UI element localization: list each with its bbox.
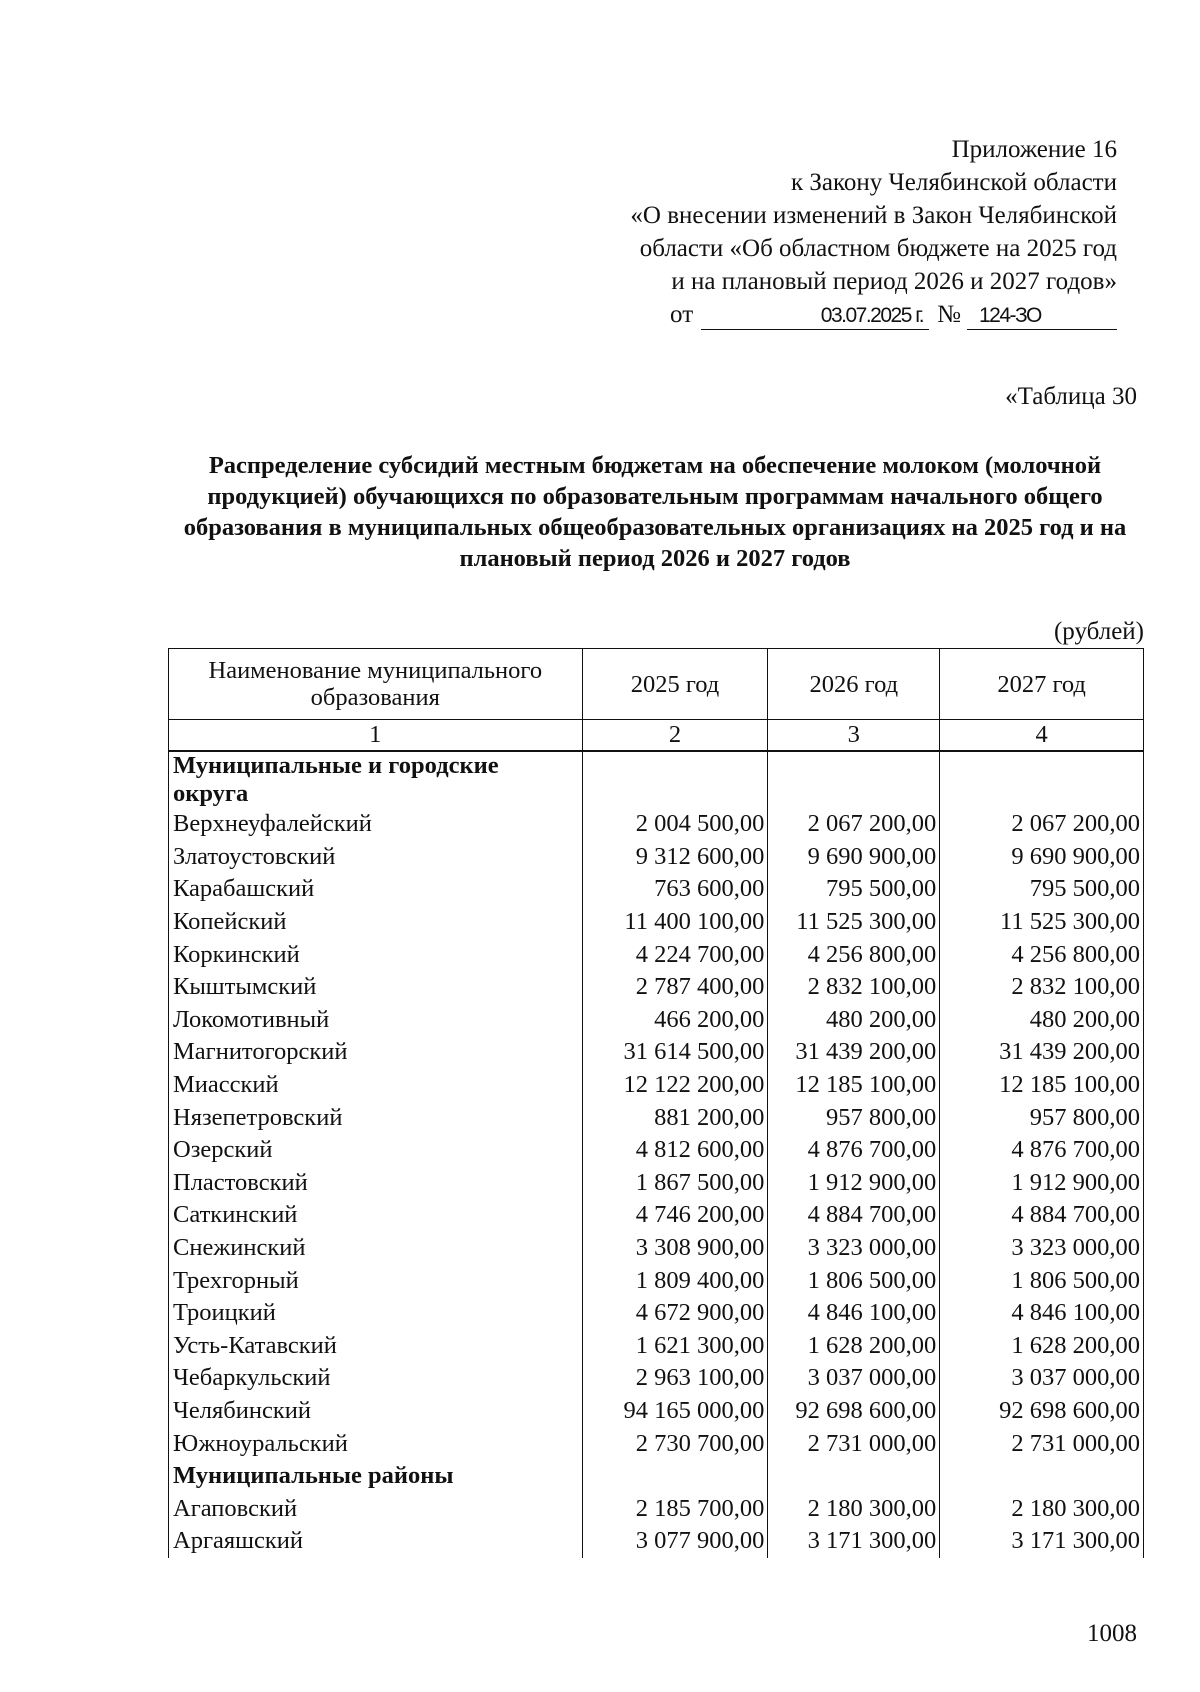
municipality-name: Троицкий: [169, 1297, 583, 1330]
value-2025: 4 812 600,00: [582, 1134, 768, 1167]
value-2027: 795 500,00: [940, 873, 1144, 906]
value-2027: 4 884 700,00: [940, 1199, 1144, 1232]
table-row: [169, 1134, 1144, 1167]
value-2027: 957 800,00: [940, 1101, 1144, 1134]
value-2025: 1 621 300,00: [582, 1330, 768, 1363]
value-2027: 9 690 900,00: [940, 841, 1144, 874]
table-row: [169, 841, 1144, 874]
appendix-line: области «Об областном бюджете на 2025 год: [639, 235, 1117, 262]
law-number: 124-ЗО: [967, 303, 1117, 330]
table-row: [169, 1362, 1144, 1395]
value-2025: 2 787 400,00: [582, 971, 768, 1004]
table-row: [169, 1199, 1144, 1232]
value-2026: 9 690 900,00: [768, 841, 940, 874]
table-row: [169, 1297, 1144, 1330]
value-2026: 1 912 900,00: [768, 1167, 940, 1200]
value-2027: 2 067 200,00: [940, 808, 1144, 841]
municipality-name: Трехгорный: [169, 1264, 583, 1297]
value-2025: 1 809 400,00: [582, 1264, 768, 1297]
table-row: [169, 906, 1144, 939]
table-group-row: [169, 1460, 1144, 1493]
value-2025: 9 312 600,00: [582, 841, 768, 874]
table-row: [169, 1167, 1144, 1200]
value-2025: 3 308 900,00: [582, 1232, 768, 1265]
column-number: 3: [768, 720, 940, 752]
value-2026: 480 200,00: [768, 1004, 940, 1037]
table-row: [169, 971, 1144, 1004]
table-row: [169, 873, 1144, 906]
value-2027: 2 180 300,00: [940, 1492, 1144, 1525]
column-header-2025: 2025 год: [582, 649, 768, 720]
group-name: Муниципальные районы: [169, 1460, 583, 1493]
value-2026: 11 525 300,00: [768, 906, 940, 939]
value-2025: 2 963 100,00: [582, 1362, 768, 1395]
municipality-name: Верхнеуфалейский: [169, 808, 583, 841]
empty-cell: [768, 751, 940, 808]
municipality-name: Южноуральский: [169, 1427, 583, 1460]
municipality-name: Карабашский: [169, 873, 583, 906]
value-2027: 2 832 100,00: [940, 971, 1144, 1004]
value-2027: 4 256 800,00: [940, 938, 1144, 971]
municipality-name: Чебаркульский: [169, 1362, 583, 1395]
value-2025: 466 200,00: [582, 1004, 768, 1037]
column-header-2027: 2027 год: [940, 649, 1144, 720]
table-row: [169, 1069, 1144, 1102]
value-2026: 795 500,00: [768, 873, 940, 906]
table-reference: «Таблица 30: [1005, 383, 1137, 410]
empty-cell: [940, 751, 1144, 808]
table-row: [169, 1525, 1144, 1558]
value-2025: 4 224 700,00: [582, 938, 768, 971]
value-2027: 31 439 200,00: [940, 1036, 1144, 1069]
table-row: [169, 938, 1144, 971]
value-2026: 92 698 600,00: [768, 1395, 940, 1428]
document-title: Распределение субсидий местным бюджетам на обеспечение молоком (молочной продукцией) обучающихся по образовательным программам начального общего образования в муниципальных общеобразовательных организациях на 2025 год и на плановый период 2026 и 2027 годов: [183, 452, 1127, 572]
value-2027: 480 200,00: [940, 1004, 1144, 1037]
value-2025: 3 077 900,00: [582, 1525, 768, 1558]
appendix-line: «О внесении изменений в Закон Челябинской: [630, 202, 1117, 229]
value-2025: 31 614 500,00: [582, 1036, 768, 1069]
value-2026: 3 037 000,00: [768, 1362, 940, 1395]
value-2027: 11 525 300,00: [940, 906, 1144, 939]
table-group-row: [169, 751, 1144, 808]
value-2025: 4 672 900,00: [582, 1297, 768, 1330]
appendix-line: Приложение 16: [951, 136, 1117, 163]
value-2026: 4 846 100,00: [768, 1297, 940, 1330]
municipality-name: Миасский: [169, 1069, 583, 1102]
column-number-row: [169, 720, 1144, 752]
appendix-line: и на плановый период 2026 и 2027 годов»: [671, 268, 1117, 295]
appendix-line: к Закону Челябинской области: [791, 169, 1117, 196]
municipality-name: Озерский: [169, 1134, 583, 1167]
municipality-name: Локомотивный: [169, 1004, 583, 1037]
value-2026: 4 876 700,00: [768, 1134, 940, 1167]
number-label: №: [937, 301, 961, 328]
from-label: от: [670, 301, 694, 328]
table-row: [169, 1232, 1144, 1265]
table-row: [169, 1264, 1144, 1297]
municipality-name: Усть-Катавский: [169, 1330, 583, 1363]
municipality-name: Магнитогорский: [169, 1036, 583, 1069]
value-2026: 1 806 500,00: [768, 1264, 940, 1297]
table-row: [169, 1101, 1144, 1134]
table-row: [169, 808, 1144, 841]
value-2027: 1 912 900,00: [940, 1167, 1144, 1200]
empty-cell: [768, 1460, 940, 1493]
group-name: Муниципальные и городские округа: [169, 751, 583, 808]
value-2025: 2 730 700,00: [582, 1427, 768, 1460]
municipality-name: Агаповский: [169, 1492, 583, 1525]
value-2027: 4 876 700,00: [940, 1134, 1144, 1167]
appendix-header: [630, 133, 1117, 331]
value-2027: 92 698 600,00: [940, 1395, 1144, 1428]
value-2026: 3 171 300,00: [768, 1525, 940, 1558]
value-2026: 3 323 000,00: [768, 1232, 940, 1265]
value-2025: 11 400 100,00: [582, 906, 768, 939]
municipality-name: Златоустовский: [169, 841, 583, 874]
empty-cell: [940, 1460, 1144, 1493]
value-2025: 4 746 200,00: [582, 1199, 768, 1232]
table-row: [169, 1330, 1144, 1363]
value-2026: 31 439 200,00: [768, 1036, 940, 1069]
value-2026: 2 067 200,00: [768, 808, 940, 841]
value-2026: 12 185 100,00: [768, 1069, 940, 1102]
municipality-name: Челябинский: [169, 1395, 583, 1428]
table-row: [169, 1004, 1144, 1037]
column-number: 2: [582, 720, 768, 752]
units-label: (рублей): [1053, 618, 1144, 645]
empty-cell: [582, 751, 768, 808]
page-number: 1008: [1087, 1620, 1137, 1647]
column-number: 4: [940, 720, 1144, 752]
column-number: 1: [169, 720, 583, 752]
value-2025: 1 867 500,00: [582, 1167, 768, 1200]
value-2025: 94 165 000,00: [582, 1395, 768, 1428]
value-2027: 1 806 500,00: [940, 1264, 1144, 1297]
value-2026: 957 800,00: [768, 1101, 940, 1134]
value-2026: 4 884 700,00: [768, 1199, 940, 1232]
empty-cell: [582, 1460, 768, 1493]
municipality-name: Снежинский: [169, 1232, 583, 1265]
law-reference-line: [630, 298, 1117, 331]
municipality-name: Копейский: [169, 906, 583, 939]
municipality-name: Пластовский: [169, 1167, 583, 1200]
column-header-2026: 2026 год: [768, 649, 940, 720]
value-2026: 1 628 200,00: [768, 1330, 940, 1363]
municipality-name: Аргаяшский: [169, 1525, 583, 1558]
value-2027: 2 731 000,00: [940, 1427, 1144, 1460]
subsidy-table: [168, 648, 1144, 1558]
value-2025: 2 185 700,00: [582, 1492, 768, 1525]
value-2026: 2 731 000,00: [768, 1427, 940, 1460]
value-2027: 1 628 200,00: [940, 1330, 1144, 1363]
value-2026: 2 180 300,00: [768, 1492, 940, 1525]
value-2025: 2 004 500,00: [582, 808, 768, 841]
table-row: [169, 1036, 1144, 1069]
law-date: 03.07.2025 г.: [701, 303, 929, 330]
value-2026: 2 832 100,00: [768, 971, 940, 1004]
value-2027: 3 323 000,00: [940, 1232, 1144, 1265]
value-2026: 4 256 800,00: [768, 938, 940, 971]
value-2027: 3 171 300,00: [940, 1525, 1144, 1558]
value-2025: 881 200,00: [582, 1101, 768, 1134]
column-header-name: Наименование муниципального образования: [169, 649, 583, 720]
municipality-name: Саткинский: [169, 1199, 583, 1232]
municipality-name: Коркинский: [169, 938, 583, 971]
value-2025: 763 600,00: [582, 873, 768, 906]
municipality-name: Нязепетровский: [169, 1101, 583, 1134]
value-2027: 12 185 100,00: [940, 1069, 1144, 1102]
value-2027: 3 037 000,00: [940, 1362, 1144, 1395]
table-row: [169, 1492, 1144, 1525]
table-row: [169, 1427, 1144, 1460]
table-row: [169, 1395, 1144, 1428]
header-row: [169, 649, 1144, 720]
value-2027: 4 846 100,00: [940, 1297, 1144, 1330]
municipality-name: Кыштымский: [169, 971, 583, 1004]
value-2025: 12 122 200,00: [582, 1069, 768, 1102]
